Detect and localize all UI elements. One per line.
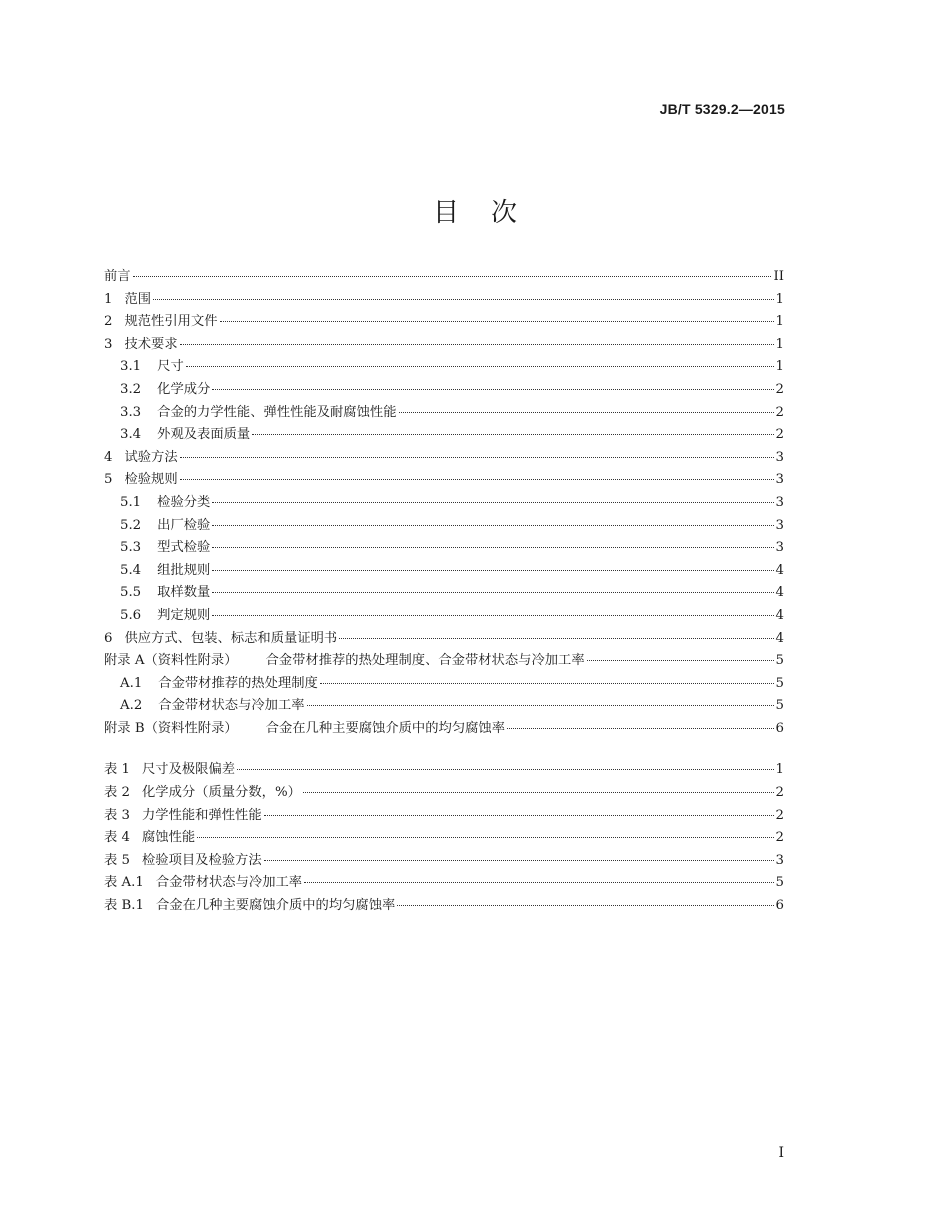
toc-entry[interactable]	[104, 356, 784, 379]
dot-leader	[212, 584, 773, 593]
dot-leader	[264, 807, 774, 816]
entry-page: 1	[775, 359, 784, 375]
dot-leader	[212, 517, 773, 526]
entry-number: 3.2	[120, 381, 142, 397]
dot-leader	[303, 784, 774, 793]
entry-page: 2	[775, 427, 784, 443]
entry-number: 表 3	[104, 807, 130, 823]
entry-label: 检验规则	[124, 472, 178, 488]
entry-page: 5	[775, 675, 784, 691]
entry-page: 4	[775, 585, 784, 601]
page-title	[0, 192, 950, 229]
entry-number: 5.5	[120, 585, 142, 601]
dot-leader	[180, 471, 774, 480]
toc-entry[interactable]	[104, 515, 784, 538]
table-entry[interactable]	[104, 759, 784, 782]
entry-number: 表 2	[104, 785, 130, 801]
table-entry[interactable]	[104, 872, 784, 895]
entry-label: 型式检验	[157, 540, 211, 556]
table-of-contents	[104, 266, 784, 918]
table-entry[interactable]	[104, 805, 784, 828]
entry-page: 3	[775, 540, 784, 556]
toc-entry[interactable]	[104, 492, 784, 515]
entry-number: 4	[104, 449, 113, 465]
entry-number: 1	[104, 291, 113, 307]
entry-label: 组批规则	[157, 562, 211, 578]
dot-leader	[180, 449, 774, 458]
entry-page: 1	[775, 314, 784, 330]
toc-entry[interactable]	[104, 673, 784, 696]
toc-entry[interactable]	[104, 537, 784, 560]
entry-label: 腐蚀性能	[141, 830, 196, 846]
dot-leader	[307, 697, 774, 706]
entry-label: 合金带材状态与冷加工率	[158, 698, 305, 714]
entry-page: 2	[775, 785, 784, 801]
entry-label: 前言	[104, 269, 131, 284]
entry-label: 尺寸	[157, 359, 184, 375]
entry-page: 6	[775, 898, 784, 914]
dot-leader	[212, 562, 773, 571]
entry-label: 范围	[124, 291, 152, 307]
toc-gap	[104, 740, 784, 759]
toc-entry[interactable]	[104, 289, 784, 312]
toc-entry[interactable]	[104, 718, 784, 741]
entry-page: 4	[775, 630, 784, 646]
entry-page: 3	[775, 494, 784, 510]
entry-label: 化学成分	[157, 381, 211, 397]
entry-number: 表 B.1	[104, 898, 144, 914]
entry-page: 4	[775, 607, 784, 623]
entry-label: 取样数量	[157, 585, 211, 601]
entry-number: 3.3	[120, 404, 142, 420]
entry-page: 1	[775, 291, 784, 307]
entry-page: 3	[775, 517, 784, 533]
dot-leader	[304, 874, 773, 883]
entry-number: 表 5	[104, 852, 130, 868]
entry-label: 供应方式、包装、标志和质量证明书	[124, 630, 338, 646]
dot-leader	[220, 313, 774, 322]
entry-number: A.1	[120, 675, 143, 691]
dot-leader	[397, 897, 773, 906]
toc-entry[interactable]	[104, 266, 784, 289]
dot-leader	[186, 358, 774, 367]
table-entry[interactable]	[104, 827, 784, 850]
toc-entry[interactable]	[104, 334, 784, 357]
entry-number: 5.3	[120, 540, 142, 556]
dot-leader	[212, 607, 773, 616]
entry-label: 判定规则	[157, 607, 211, 623]
entry-label: 力学性能和弹性性能	[141, 807, 262, 823]
entry-number: 3	[104, 336, 113, 352]
entry-number: 3.1	[120, 359, 142, 375]
toc-entry[interactable]	[104, 628, 784, 651]
title-char-2: 次	[491, 198, 518, 228]
entry-number: 5.6	[120, 607, 142, 623]
entry-label: 技术要求	[124, 336, 178, 352]
table-list	[104, 759, 784, 917]
entry-page: 5	[775, 653, 784, 669]
entry-label: 试验方法	[124, 449, 178, 465]
entry-number: 5.2	[120, 517, 142, 533]
dot-leader	[237, 761, 773, 770]
entry-page: 3	[775, 852, 784, 868]
dot-leader	[197, 829, 773, 838]
entry-page: 2	[775, 381, 784, 397]
dot-leader	[153, 291, 773, 300]
toc-list	[104, 266, 784, 740]
dot-leader	[212, 494, 773, 503]
entry-page: 1	[775, 762, 784, 778]
toc-entry[interactable]	[104, 560, 784, 583]
dot-leader	[264, 852, 774, 861]
entry-label: 合金在几种主要腐蚀介质中的均匀腐蚀率	[155, 898, 396, 914]
toc-entry[interactable]	[104, 402, 784, 425]
dot-leader	[507, 720, 774, 729]
dot-leader	[587, 652, 774, 661]
toc-entry[interactable]	[104, 582, 784, 605]
entry-label: 合金带材推荐的热处理制度	[158, 675, 318, 691]
entry-page: 2	[775, 830, 784, 846]
toc-entry[interactable]	[104, 650, 784, 673]
entry-label: 外观及表面质量	[157, 427, 251, 443]
entry-label: 化学成分（质量分数，%）	[141, 785, 301, 801]
dot-leader	[180, 336, 774, 345]
entry-label: 合金带材推荐的热处理制度、合金带材状态与冷加工率	[265, 653, 585, 669]
entry-page: 6	[775, 720, 784, 736]
dot-leader	[399, 404, 774, 413]
dot-leader	[320, 675, 774, 684]
entry-label: 规范性引用文件	[124, 314, 218, 330]
dot-leader	[133, 268, 772, 277]
entry-number: 2	[104, 314, 113, 330]
page-number: I	[778, 1145, 784, 1161]
entry-number: 表 A.1	[104, 875, 144, 891]
standard-code: JB/T 5329.2—2015	[659, 101, 785, 117]
table-entry[interactable]	[104, 850, 784, 873]
entry-label: 尺寸及极限偏差	[141, 762, 236, 778]
entry-page: 4	[775, 562, 784, 578]
table-entry[interactable]	[104, 895, 784, 918]
toc-entry[interactable]	[104, 379, 784, 402]
entry-page: 2	[775, 404, 784, 420]
toc-entry[interactable]	[104, 447, 784, 470]
title-char-1: 目	[432, 198, 459, 228]
entry-number: 附录 B（资料性附录）	[104, 720, 238, 736]
dot-leader	[212, 381, 773, 390]
entry-page: 5	[775, 698, 784, 714]
toc-entry[interactable]	[104, 695, 784, 718]
entry-label: 合金的力学性能、弹性性能及耐腐蚀性能	[157, 404, 397, 420]
dot-leader	[339, 630, 773, 639]
entry-number: 5.1	[120, 494, 142, 510]
entry-page: 1	[775, 336, 784, 352]
entry-page: 5	[775, 875, 784, 891]
toc-entry[interactable]	[104, 424, 784, 447]
toc-entry[interactable]	[104, 311, 784, 334]
entry-number: 5	[104, 472, 113, 488]
table-entry[interactable]	[104, 782, 784, 805]
entry-number: 6	[104, 630, 113, 646]
entry-page: 2	[775, 807, 784, 823]
entry-page: II	[773, 269, 784, 284]
entry-page: 3	[775, 449, 784, 465]
entry-number: 3.4	[120, 427, 142, 443]
toc-entry[interactable]	[104, 605, 784, 628]
entry-number: 表 1	[104, 762, 130, 778]
entry-label: 合金在几种主要腐蚀介质中的均匀腐蚀率	[265, 720, 506, 736]
entry-number: A.2	[120, 698, 143, 714]
entry-number: 表 4	[104, 830, 130, 846]
entry-number: 附录 A（资料性附录）	[104, 653, 238, 669]
entry-page: 3	[775, 472, 784, 488]
entry-label: 检验分类	[157, 494, 211, 510]
entry-label: 出厂检验	[157, 517, 211, 533]
entry-label: 合金带材状态与冷加工率	[155, 875, 303, 891]
entry-label: 检验项目及检验方法	[141, 852, 262, 868]
toc-entry[interactable]	[104, 469, 784, 492]
dot-leader	[252, 426, 773, 435]
dot-leader	[212, 539, 773, 548]
entry-number: 5.4	[120, 562, 142, 578]
